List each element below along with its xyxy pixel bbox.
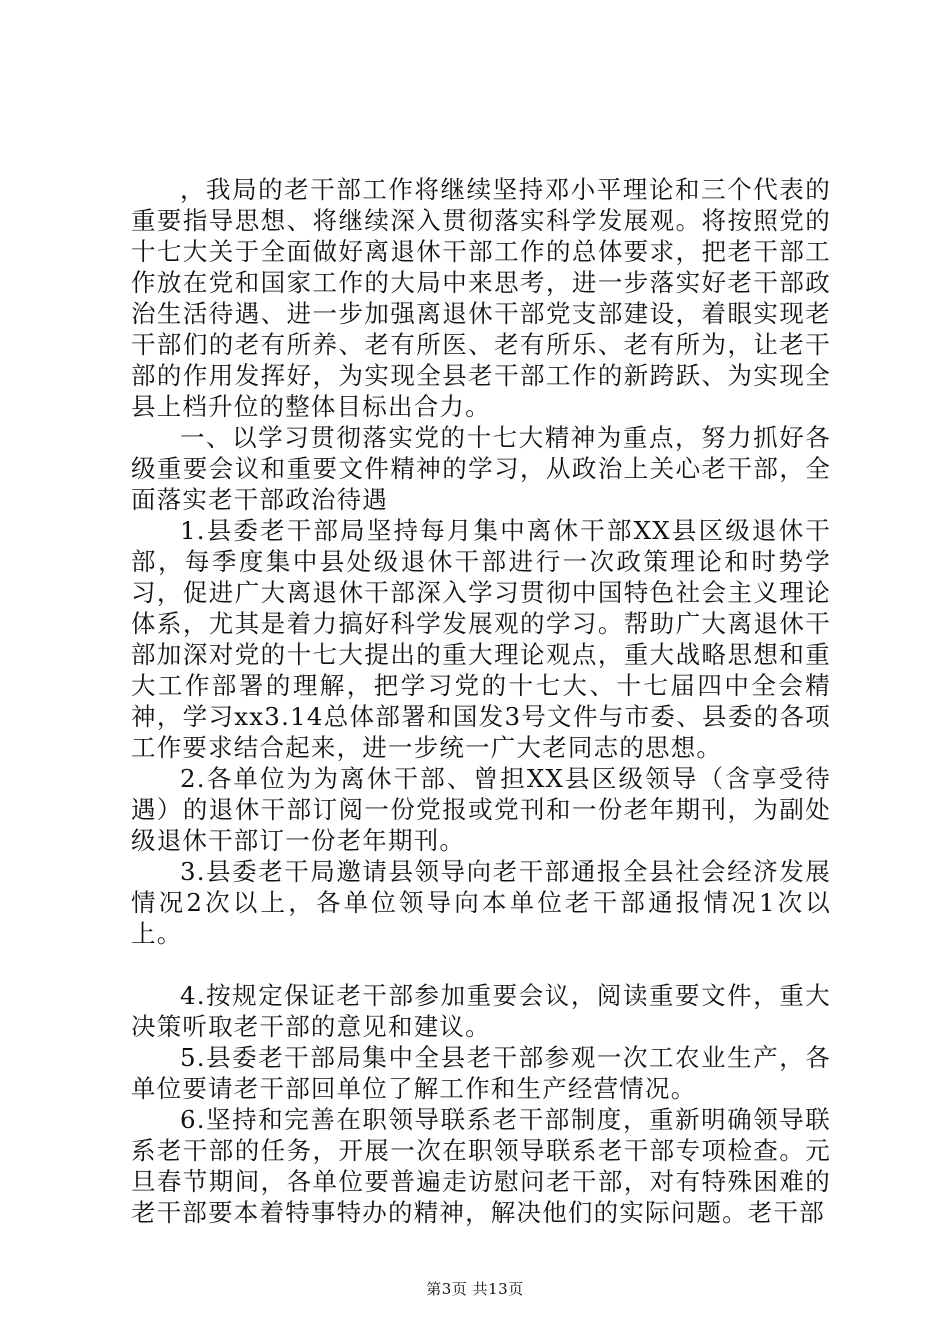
intro-paragraph: ，我局的老干部工作将继续坚持邓小平理论和三个代表的重要指导思想、将继续深入贯彻落实科学发展观。将按照党的十七大关于全面做好离退休干部工作的总体要求，把老干部工作放在党和国家工作的大局中来思考，进一步落实好老干部政治生活待遇、进一步加强离退休干部党支部建设，着眼实现老干部们的老有所养、老有所医、老有所乐、老有所为，让老干部的作用发挥好，为实现全县老干部工作的新跨跃、为实现全县上档升位的整体目标出合力。 — [131, 175, 831, 421]
document-body — [131, 174, 831, 1228]
page-footer: 第3页 共13页 — [426, 1280, 524, 1298]
list-item-2: 2.各单位为为离休干部、曾担XX县区级领导（含享受待遇）的退休干部订阅一份党报或党刊和一份老年期刊，为副处级退休干部订一份老年期刊。 — [131, 764, 831, 855]
list-item-1: 1.县委老干部局坚持每月集中离休干部XX县区级退休干部，每季度集中县处级退休干部进行一次政策理论和时势学习，促进广大离退休干部深入学习贯彻中国特色社会主义理论体系，尤其是着力搞好科学发展观的学习。帮助广大离退休干部加深对党的十七大提出的重大理论观点，重大战略思想和重大工作部署的理解，把学习党的十七大、十七届四中全会精神，学习xx3.14总体部署和国发3号文件与市委、县委的各项工作要求结合起来，进一步统一广大老同志的思想。 — [131, 516, 831, 762]
list-item-4: 4.按规定保证老干部参加重要会议，阅读重要文件，重大决策听取老干部的意见和建议。 — [131, 981, 831, 1041]
list-item-5: 5.县委老干部局集中全县老干部参观一次工农业生产，各单位要请老干部回单位了解工作和生产经营情况。 — [131, 1043, 831, 1103]
list-item-6: 6.坚持和完善在职领导联系老干部制度，重新明确领导联系老干部的任务，开展一次在职领导联系老干部专项检查。元旦春节期间，各单位要普遍走访慰问老干部，对有特殊困难的老干部要本着特事特办的精神，解决他们的实际问题。老干部 — [131, 1105, 831, 1227]
section-heading-1: 一、以学习贯彻落实党的十七大精神为重点，努力抓好各级重要会议和重要文件精神的学习，从政治上关心老干部，全面落实老干部政治待遇 — [131, 423, 831, 514]
list-item-3: 3.县委老干局邀请县领导向老干部通报全县社会经济发展情况2次以上，各单位领导向本单位老干部通报情况1次以上。 — [131, 857, 831, 948]
